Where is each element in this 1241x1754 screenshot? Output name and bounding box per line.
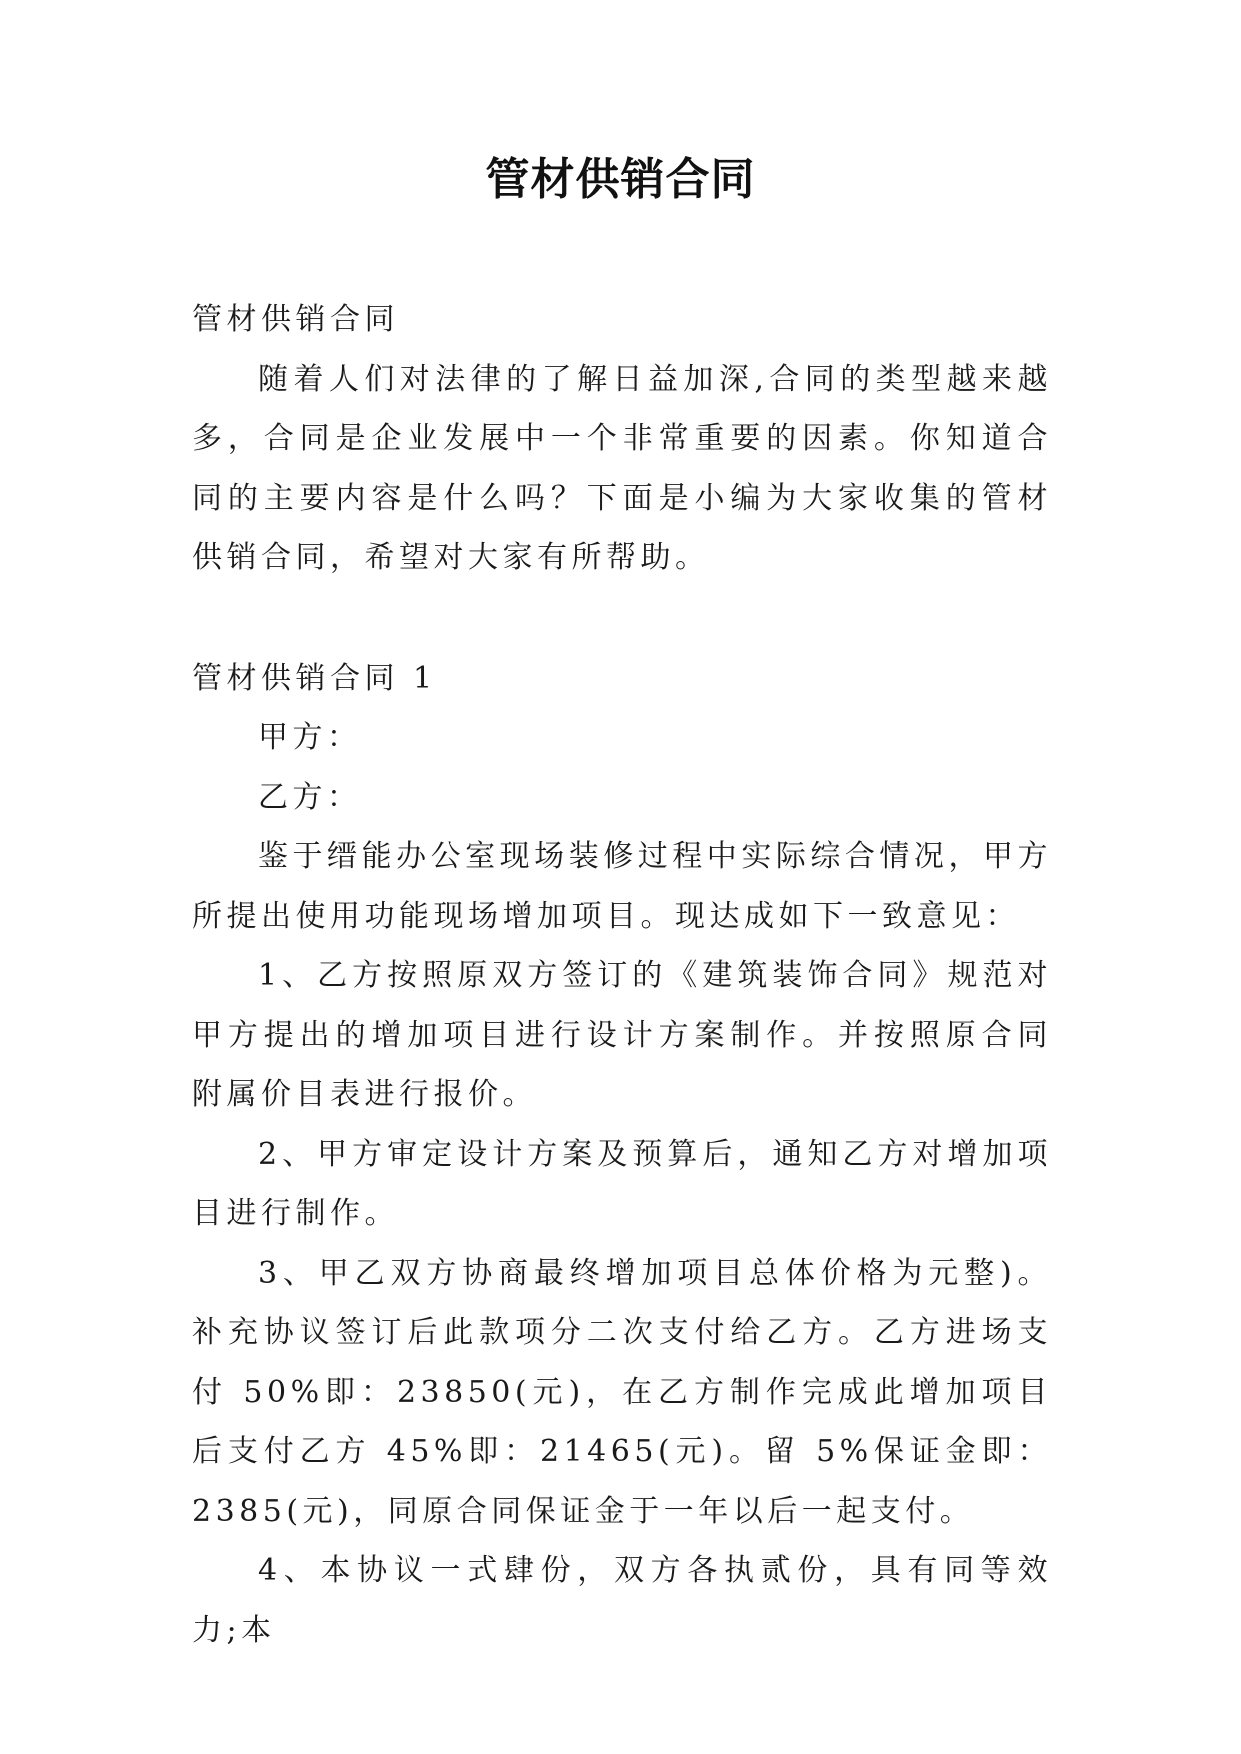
clause-3: 3、甲乙双方协商最终增加项目总体价格为元整)。补充协议签订后此款项分二次支付给乙方。乙方进场支付 50%即：23850(元)，在乙方制作完成此增加项目后支付乙方 45%即：21465(元)。留 5%保证金即：2385(元)，同原合同保证金于一年以后一起支付。 [192,1255,1052,1529]
section-title: 管材供销合同 1 [192,660,437,696]
clause-1: 1、乙方按照原双方签订的《建筑装饰合同》规范对甲方提出的增加项目进行设计方案制作。并按照原合同附属价目表进行报价。 [192,958,1052,1112]
preamble-paragraph: 鉴于缙能办公室现场装修过程中实际综合情况，甲方所提出使用功能现场增加项目。现达成如下一致意见： [192,839,1052,934]
party-a-label: 甲方： [258,720,362,755]
clause-4: 4、本协议一式肆份，双方各执贰份，具有同等效力;本 [192,1553,1052,1648]
document-heading: 管材供销合同 [192,302,399,337]
clause-2: 2、甲方审定设计方案及预算后，通知乙方对增加项目进行制作。 [192,1136,1052,1231]
party-b-label: 乙方： [258,779,362,815]
document-title: 管材供销合同 [485,154,756,205]
intro-paragraph: 随着人们对法律的了解日益加深,合同的类型越来越多，合同是企业发展中一个非常重要的因素。你知道合同的主要内容是什么吗？下面是小编为大家收集的管材供销合同，希望对大家有所帮助。 [192,361,1052,575]
section-spacer [192,588,1052,649]
document-body [192,290,1052,1660]
